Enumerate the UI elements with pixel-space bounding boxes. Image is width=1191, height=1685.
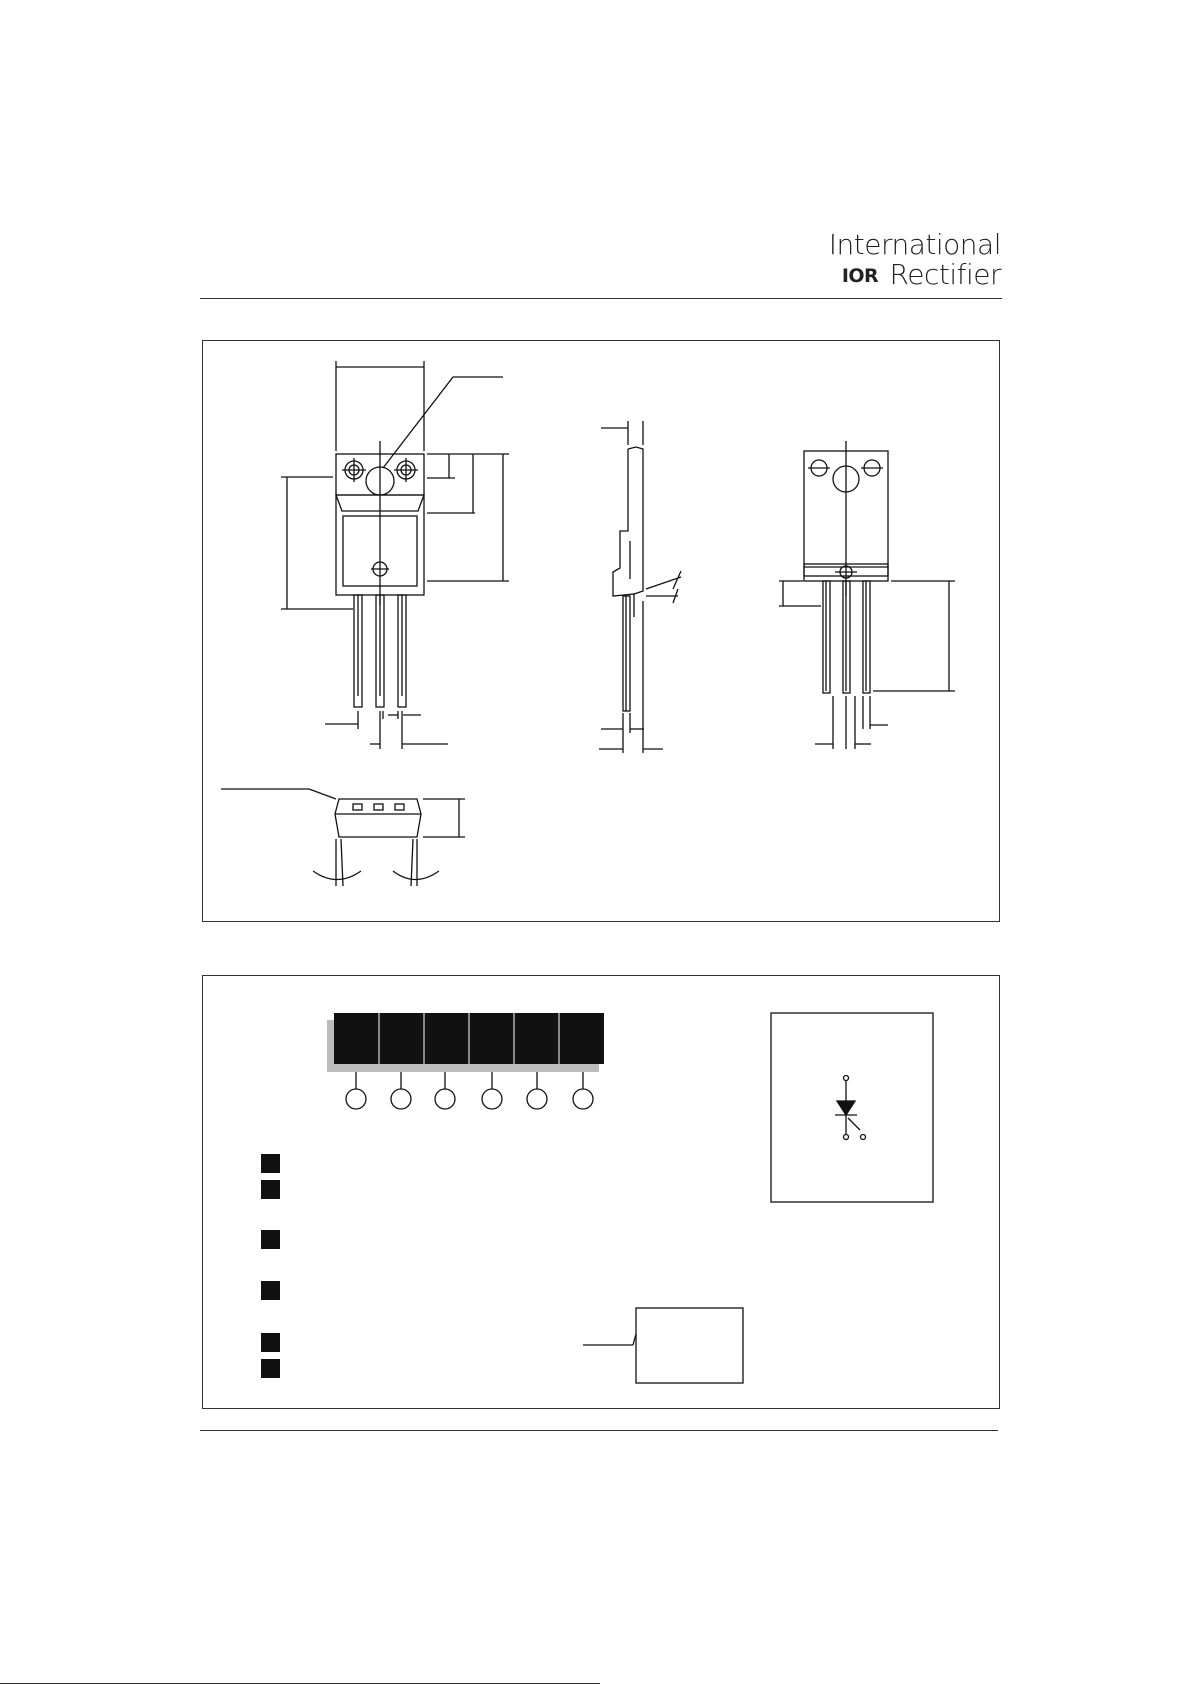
brand-word: Rectifier — [889, 258, 1001, 291]
company-logo — [829, 230, 1001, 290]
suffix-callout — [583, 1308, 743, 1383]
svg-text:IOR: IOR — [841, 265, 878, 287]
legend-markers — [261, 1154, 280, 1378]
footer-rule — [200, 1430, 998, 1431]
package-outline-panel — [202, 340, 1000, 922]
brand-line-2 — [829, 260, 1001, 290]
front-view — [281, 361, 509, 749]
package-outline-drawing — [203, 341, 999, 921]
brand-line-1: International — [828, 228, 1001, 261]
thyristor-symbol-icon — [771, 1013, 933, 1202]
bottom-view — [221, 789, 465, 886]
part-number-blocks — [327, 1013, 604, 1072]
rear-view — [779, 441, 955, 749]
page-bottom-rule — [0, 1683, 600, 1684]
ior-logo-icon — [836, 263, 884, 287]
callout-circles — [346, 1072, 593, 1109]
part-marking-panel — [202, 975, 1000, 1409]
side-view — [599, 421, 681, 753]
header-rule — [200, 298, 1002, 299]
part-marking-drawing — [203, 976, 999, 1408]
